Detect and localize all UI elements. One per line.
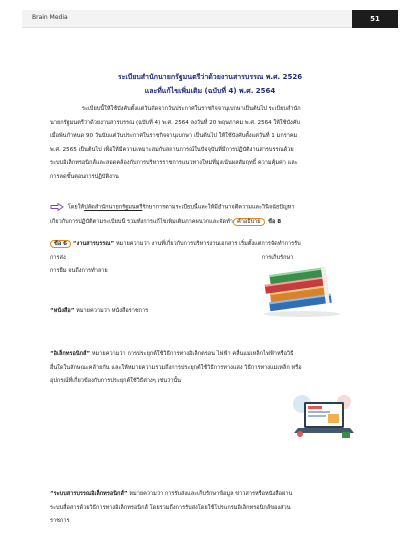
note-text: เกี่ยวกับการปฏิบัติตามระเบียบนี้ รวมทั้งการแก้ไขเพิ่มเติมภาคผนวกและจัดทำ xyxy=(50,219,233,225)
intro-line: ระบบอิเล็กทรอนิกส์และสอดคล้องกับการบริหารราชการแนวทางใหม่ที่มุ่งเน้นผลสัมฤทธิ์ ความคุ้มค่า และ xyxy=(50,160,298,167)
page-number: 51 xyxy=(352,10,398,28)
circled-word: คำอธิบาย xyxy=(233,218,265,226)
def-text: หมายความว่า หนังสือราชการ xyxy=(76,308,149,314)
def-text: การยืม จนถึงการทำลาย xyxy=(50,268,108,275)
definition-electronic xyxy=(50,348,380,389)
term-saraban: “งานสารบรรณ” xyxy=(72,241,115,247)
intro-line: นายกรัฐมนตรีว่าด้วยงานสารบรรณ (ฉบับที่ 4) พ.ศ. 2564 ลงวันที่ 20 พฤษภาคม พ.ศ. 2564 ให้ใช้บังคับ xyxy=(50,119,301,126)
def-text: การเก็บรักษา xyxy=(261,254,294,261)
term-electronic: “อิเล็กทรอนิกส์” xyxy=(50,351,91,357)
intro-line: ระเบียบนี้ให้ใช้บังคับตั้งแต่วันถัดจากวันประกาศในราชกิจจานุเบกษาเป็นต้นไป ระเบียบสำนัก xyxy=(82,106,301,112)
definition-book xyxy=(50,305,250,319)
note-text: โดยให้ xyxy=(67,204,85,211)
def-text: อื่นใดในลักษณะคล้ายกัน และให้หมายความรวมถึงการประยุกต์ใช้วิธีการทางแสง วิธีการทางแม่เหล็ก หรือ xyxy=(50,364,302,371)
term-book: “หนังสือ” xyxy=(50,308,75,314)
intro-line: การลดขั้นตอนการปฏิบัติงาน xyxy=(50,173,119,180)
def-text: หมายความว่า งานที่เกี่ยวกับการบริหารงานเอกสาร เริ่มตั้งแต่การจัดทำการรับ xyxy=(115,241,301,247)
definition-electronic-saraban xyxy=(50,488,380,529)
intro-line: พ.ศ. 2565 เป็นต้นไป เพื่อให้มีความเหมาะสมกับสถานการณ์ในปัจจุบันที่มีการปฏิบัติงานสารบรรณด้วย xyxy=(50,146,294,153)
clause-ref: ข้อ 8 xyxy=(268,219,282,225)
note-line-1 xyxy=(50,203,380,212)
page-header xyxy=(22,10,398,28)
intro-line: เมื่อพ้นกำหนด 90 วันนับแต่วันประกาศในราชกิจจานุเบกษา เป็นต้นไป ให้ใช้บังคับตั้งแต่วันที่ 1 มกราคม xyxy=(50,133,298,140)
note-line-2 xyxy=(50,218,380,226)
note-authority: ปลัดสำนักนายกรัฐมนตรี xyxy=(84,204,143,211)
document-title-line2: และที่แก้ไขเพิ่มเติม (ฉบับที่ 4) พ.ศ. 2564 xyxy=(144,87,276,95)
def-text: หมายความว่า การรับส่งและเก็บรักษาข้อมูล ข่าวสารหรือหนังสือผ่าน xyxy=(129,491,293,497)
def-text: ระบบสื่อสารด้วยวิธีการทางอิเล็กทรอนิกส์ โดยรวมถึงการรับส่งโดยใช้โปรแกรมอิเล็กทรอนิกส์ของส่วน xyxy=(50,504,291,511)
laptop-illustration xyxy=(290,392,356,442)
clause-badge: ข้อ 6 xyxy=(50,240,71,248)
intro-paragraph xyxy=(50,103,372,185)
stack-of-books-illustration xyxy=(258,266,342,318)
def-text: ราชการ xyxy=(50,518,70,525)
brand-name: Brain Media xyxy=(32,14,68,21)
arrow-right-icon xyxy=(50,203,64,211)
def-text: อุปกรณ์ที่เกี่ยวข้องกับการประยุกต์ใช้วิธีต่างๆ เช่นว่านั้น xyxy=(50,378,181,385)
document-title-line1: ระเบียบสำนักนายกรัฐมนตรีว่าด้วยงานสารบรรณ พ.ศ. 2526 xyxy=(117,73,303,81)
note-text: รักษาการตามระเบียบนี้และให้มีอำนาจตีความและวินิจฉัยปัญหา xyxy=(142,204,295,211)
def-text: หมายความว่า การประยุกต์ใช้วิธีการทางอิเล็กตรอน ไฟฟ้า คลื่นแม่เหล็กไฟฟ้าหรือวิธี xyxy=(91,351,294,357)
def-text: การส่ง xyxy=(50,254,66,261)
term-electronic-saraban: “ระบบสารบรรณอิเล็กทรอนิกส์” xyxy=(50,491,128,497)
